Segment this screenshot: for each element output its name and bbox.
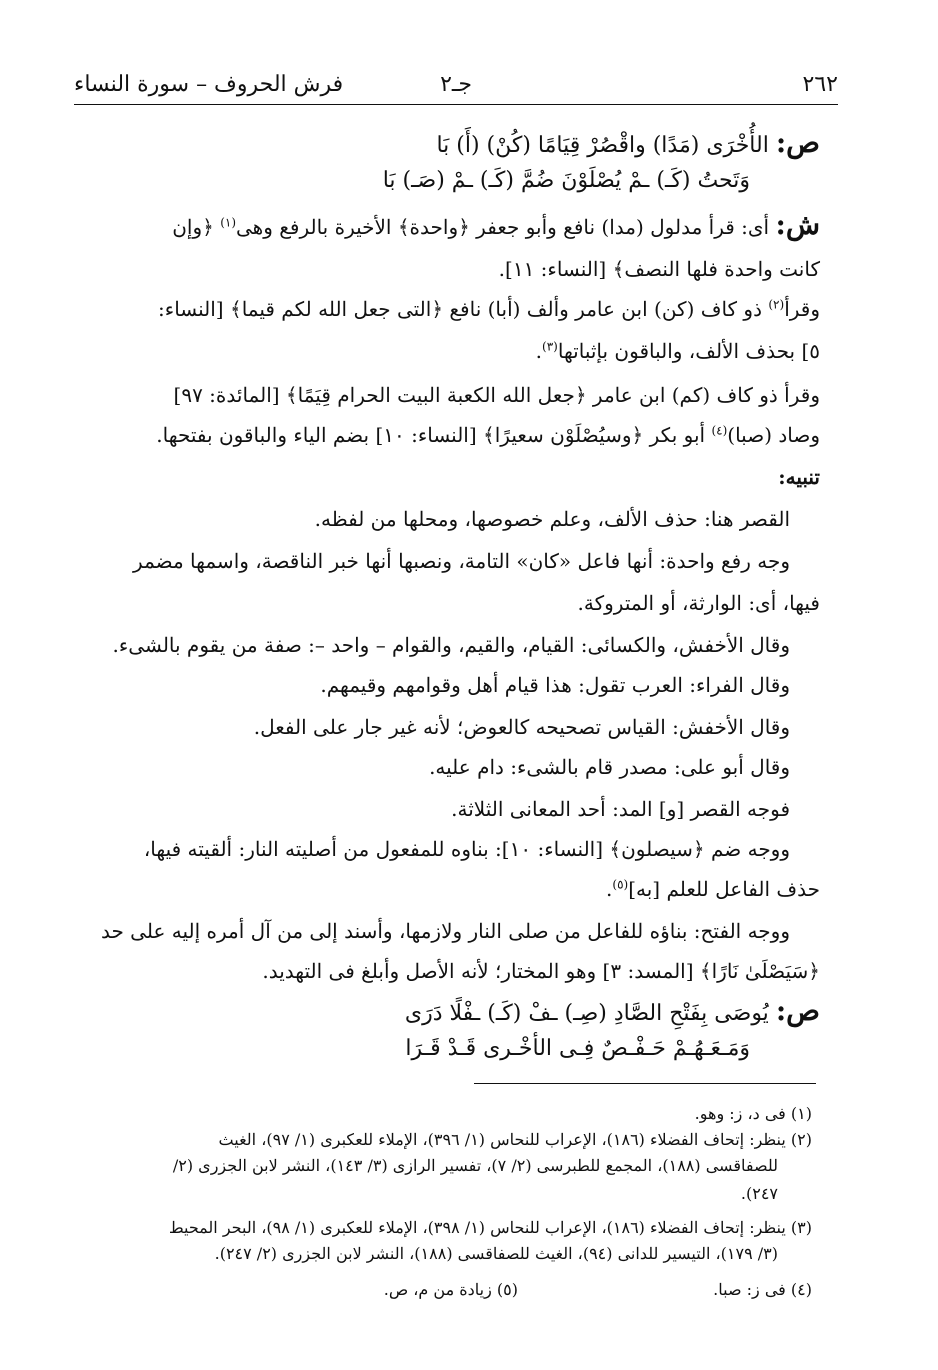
notice-heading: تنبيه:: [778, 465, 820, 489]
paragraph-line: ش: أى: قرأ مدلول (مدا) نافع وأبو جعفر ﴿واحدة﴾ الأخيرة بالرفع وهى$^{(١)}$ ﴿وإن: [172, 208, 820, 241]
footnote-3-cont: (٣/ ١٧٩)، التيسير للدانى (٩٤)، الغيث للصفاقسى (١٨٨)، النشر لابن الجزرى (٢/ ٢٤٧).: [214, 1244, 778, 1263]
footnote-ref: (١): [220, 215, 237, 230]
paragraph-line: فيها، أى: الوارثة، أو المتروكة.: [577, 591, 820, 615]
verse-line-1: [436, 128, 820, 161]
verse-line-4: وَمَـعَـهُـمْ حَـفْـصٌ فِـى الأخْـرى قَـدْ قَـرَا: [405, 1036, 750, 1061]
volume-label: جـ٢: [440, 72, 472, 97]
paragraph-line: القصر هنا: حذف الألف، وعلم خصوصها، ومحلها من لفظه.: [314, 507, 790, 531]
footnote-ref: (٤): [711, 423, 728, 438]
verse-text: يُوصَى بِفَتْحِ الصَّادِ (صِـ) ـفْ (كَـ) ـفْلًا دَرَى: [404, 1001, 769, 1026]
paragraph-line: فوجه القصر [و] المد: أحد المعانى الثلاثة.: [451, 797, 790, 821]
paragraph-line: وقرأ$^{(٢)}$ ذو كاف (كن) ابن عامر وألف (أبا) نافع ﴿التى جعل الله لكم قيما﴾ [النساء:: [158, 297, 820, 321]
footnote-ref: (٥): [612, 877, 629, 892]
paragraph-line: وجه رفع واحدة: أنها فاعل «كان» التامة، ونصبها أنها خبر الناقصة، واسمها مضمر: [133, 549, 790, 573]
running-header: [74, 64, 838, 105]
paragraph-line: وقرأ ذو كاف (كم) ابن عامر ﴿جعل الله الكعبة البيت الحرام قِيَمًا﴾ [المائدة: ٩٧]: [173, 383, 820, 407]
footnote-2-cont: للصفاقسى (١٨٨)، المجمع للطبرسى (٢/ ٧)، تفسير الرازى (٣/ ١٤٣)، النشر لابن الجزرى (٢/: [172, 1156, 778, 1175]
verse-label: ص:: [775, 994, 820, 1027]
commentary-label: ش:: [775, 208, 820, 241]
footnote-2-cont: ٢٤٧).: [740, 1184, 778, 1203]
footnote-separator: [474, 1083, 816, 1084]
paragraph-line: ووجه ضم ﴿سيصلون﴾ [النساء: ١٠]: بناوه للمفعول من أصليته النار: ألقيته فيها،: [143, 837, 790, 861]
footnote-1: (١) فى د، ز: وهو.: [694, 1104, 812, 1123]
verse-text: الأُخْرَى (مَدًا) واقْصُرْ قِيَامًا (كُنْ) (أَ) بَا: [436, 133, 769, 158]
verse-line-2: وَتَحتُ (كَـ) ـمْ يُصْلَوْنَ ضُمَّ (كَـ) ـمْ (صَـ) بَا: [382, 168, 750, 193]
paragraph-line: كانت واحدة فلها النصف﴾ [النساء: ١١].: [498, 257, 820, 281]
paragraph-line: ٥] بحذف الألف، والباقون بإثباتها$^{(٣)}$.: [535, 339, 820, 363]
page-number: ٢٦٢: [802, 72, 838, 97]
paragraph-line: حذف الفاعل للعلم [به]$^{(٥)}$.: [606, 877, 820, 901]
footnote-ref: (٣): [542, 339, 558, 354]
verse-line-3: [405, 996, 820, 1029]
paragraph-line: وقال أبو على: مصدر قام بالشىء: دام عليه.: [429, 755, 790, 779]
footnote-3: (٣) ينظر: إتحاف الفضلاء (١٨٦)، الإعراب للنحاس (١/ ٣٩٨)، الإملاء للعكبرى (١/ ٩٨)، البحر المحيط: [168, 1218, 812, 1237]
paragraph-line: وصاد (صبا)$^{(٤)}$ أبو بكر ﴿وسيُصْلَوْن سعيرًا﴾ [النساء: ١٠] بضم الياء والباقون بفتحها.: [156, 423, 820, 447]
footnote-ref: (٢): [768, 297, 785, 312]
paragraph-line: وقال الأخفش: القياس تصحيحه كالعوض؛ لأنه غير جار على الفعل.: [253, 715, 790, 739]
paragraph-line: وقال الفراء: العرب تقول: هذا قيام أهل وقوامهم وقيمهم.: [320, 673, 790, 697]
footnote-4: (٤) فى ز: صبا.: [713, 1280, 812, 1299]
running-title: فرش الحروف – سورة النساء: [74, 72, 344, 97]
paragraph-line: وقال الأخفش، والكسائى: القيام، والقيم، والقوام – واحد –: صفة من يقوم بالشىء.: [112, 633, 790, 657]
footnote-5: (٥) زيادة من م، ص.: [383, 1280, 518, 1299]
paragraph-line: ﴿سَيَصْلَىٰ نَارًا﴾ [المسد: ٣] وهو المختار؛ لأنه الأصل وأبلغ فى التهديد.: [262, 959, 820, 983]
footnote-2: (٢) ينظر: إتحاف الفضلاء (١٨٦)، الإعراب للنحاس (١/ ٣٩٦)، الإملاء للعكبرى (١/ ٩٧)، الغيث: [218, 1130, 812, 1149]
paragraph-line: ووجه الفتح: بناؤه للفاعل من صلى النار ولازمها، وأسند إلى من آل أمره إليه على حد: [100, 919, 790, 943]
verse-label: ص:: [775, 126, 820, 159]
